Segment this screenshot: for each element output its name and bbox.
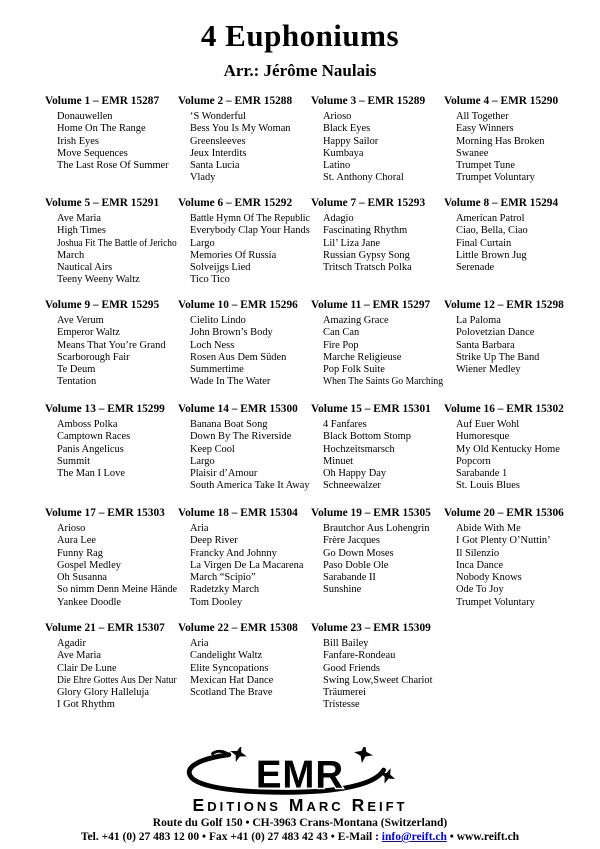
song-title: Sunshine (323, 584, 362, 596)
song-list (311, 638, 444, 712)
song-title: Everybody Clap Your Hands (190, 225, 310, 237)
volume-block (444, 402, 577, 506)
song-title: Minuet (323, 455, 354, 467)
song-list (311, 523, 444, 597)
song-title: La Virgen De La Macarena (190, 559, 304, 571)
song-list (178, 111, 311, 185)
song-title: Greensleeves (190, 135, 246, 147)
volume-block (311, 94, 444, 196)
song-title: Go Down Moses (323, 547, 394, 559)
song-title: High Times (57, 225, 106, 237)
song-list (311, 111, 444, 185)
song-list (178, 638, 311, 699)
song-title: Radetzky March (190, 584, 260, 596)
song-title: Fanfare-Rondeau (323, 650, 396, 662)
wordmark-initial: M (288, 795, 307, 815)
song-title: Summertime (190, 364, 244, 376)
song-title: Strike Up The Band (456, 351, 540, 363)
song-title: American Patrol (456, 213, 525, 224)
song-title: Irish Eyes (57, 135, 99, 147)
volume-block (45, 621, 178, 712)
song-title: The Last Rose Of Summer (57, 160, 169, 172)
song-title: Camptown Races (57, 431, 131, 443)
volume-block (444, 94, 577, 196)
song-title: Te Deum (57, 364, 96, 376)
song-list (444, 213, 577, 274)
contact-separator: • (446, 831, 457, 843)
song-title: Plaisir d’Amour (190, 468, 258, 480)
song-list (45, 419, 178, 480)
song-title: Paso Doble Ole (323, 559, 389, 571)
volume-header: Volume 10 – EMR 15296 (178, 299, 298, 311)
song-title: Home On The Range (57, 123, 146, 135)
volume-block (444, 506, 577, 621)
star-icon (352, 747, 374, 765)
song-title: Bess You Is My Woman (190, 123, 291, 135)
song-title: So nimm Denn Meine Hände (57, 584, 178, 596)
song-title: When The Saints Go Marching (323, 376, 444, 388)
song-title: Morning Has Broken (456, 135, 545, 147)
song-title: All Together (456, 111, 509, 122)
song-title: John Brown’s Body (190, 327, 273, 339)
song-title: Bill Bailey (323, 638, 369, 649)
contact-prefix: Tel. +41 (0) 27 483 12 00 • Fax +41 (0) 27 483 42 43 • E-Mail : (80, 831, 382, 843)
song-title: Mexican Hat Dance (190, 674, 274, 686)
song-title: Amazing Grace (323, 315, 389, 326)
song-title: Russian Gypsy Song (323, 249, 410, 261)
song-list (45, 638, 178, 712)
wordmark-initial: R (351, 795, 368, 815)
song-title: I Got Plenty O’Nuttin’ (456, 535, 551, 547)
song-title: Candelight Waltz (190, 650, 263, 662)
volume-block (311, 298, 444, 402)
song-title: Tritsch Tratsch Polka (323, 262, 412, 274)
song-title: Aria (190, 523, 209, 534)
song-title: Latino (323, 160, 351, 172)
volume-row (45, 621, 590, 712)
song-title: Humoresque (456, 431, 510, 443)
volume-block (311, 621, 444, 712)
song-title: Loch Ness (190, 339, 235, 351)
volume-block (178, 94, 311, 196)
volume-header: Volume 7 – EMR 15293 (311, 197, 426, 209)
volume-row (45, 94, 590, 196)
volume-header: Volume 2 – EMR 15288 (178, 95, 293, 107)
song-title: Can Can (323, 327, 360, 339)
song-title: Nautical Airs (57, 262, 113, 274)
volume-block (178, 402, 311, 506)
song-title: Little Brown Jug (456, 249, 527, 261)
song-title: Swanee (456, 147, 489, 159)
volume-header: Volume 23 – EMR 15309 (311, 622, 431, 634)
song-title: Deep River (190, 535, 238, 547)
song-title: Rosen Aus Dem Süden (190, 351, 287, 363)
volume-block (178, 506, 311, 621)
song-title: Cielito Lindo (190, 315, 246, 326)
song-title: Largo (190, 455, 215, 467)
website-text: www.reift.ch (456, 831, 520, 843)
song-title: Ave Maria (57, 213, 102, 224)
song-title: Easy Winners (456, 123, 514, 135)
song-title: ‘S Wonderful (190, 111, 246, 122)
volume-row (45, 506, 590, 621)
song-title: Francky And Johnny (190, 547, 277, 559)
volume-header: Volume 3 – EMR 15289 (311, 95, 426, 107)
song-title: Tom Dooley (190, 596, 243, 608)
song-title: Polovetzian Dance (456, 327, 535, 339)
volume-row (45, 298, 590, 402)
song-title: Santa Lucia (190, 160, 240, 172)
song-title: Abide With Me (456, 523, 521, 534)
volume-block (45, 506, 178, 621)
song-list (178, 315, 311, 389)
song-title: My Old Kentucky Home (456, 443, 560, 455)
song-title: Panis Angelicus (57, 443, 124, 455)
song-title: Auf Euer Wohl (456, 419, 520, 430)
song-title: Amboss Polka (57, 419, 118, 430)
song-title: Trumpet Voluntary (456, 172, 535, 184)
volume-row (45, 196, 590, 298)
song-title: Gospel Medley (57, 559, 121, 571)
contact-line (0, 830, 600, 844)
song-list (311, 315, 444, 389)
volume-header: Volume 11 – EMR 15297 (311, 299, 431, 311)
song-title: Brautchor Aus Lohengrin (323, 523, 430, 534)
song-title: Banana Boat Song (190, 419, 268, 430)
song-title: Tico Tico (190, 274, 230, 286)
volume-block (311, 402, 444, 506)
volume-header: Volume 20 – EMR 15306 (444, 507, 564, 519)
song-title: Popcorn (456, 455, 491, 467)
volume-header: Volume 21 – EMR 15307 (45, 622, 165, 634)
song-title: Wiener Medley (456, 364, 521, 376)
song-title: Largo (190, 237, 215, 249)
song-title: Final Curtain (456, 237, 512, 249)
volume-header: Volume 9 – EMR 15295 (45, 299, 160, 311)
song-list (444, 315, 577, 376)
page-title: 4 Euphoniums (200, 18, 400, 53)
song-title: Trumpet Tune (456, 160, 515, 172)
volume-block (444, 196, 577, 298)
song-title: Oh Susanna (57, 572, 108, 584)
song-title: Fire Pop (323, 339, 359, 351)
song-title: Memories Of Russia (190, 249, 277, 261)
volume-header: Volume 19 – EMR 15305 (311, 507, 431, 519)
song-title: Arioso (323, 111, 352, 122)
song-title: Lil’ Liza Jane (323, 237, 381, 249)
song-title: Keep Cool (190, 443, 235, 455)
song-title: Ode To Joy (456, 584, 504, 596)
song-list (45, 523, 178, 609)
song-title: Joshua Fit The Battle of Jericho (57, 237, 177, 249)
song-list (178, 213, 311, 287)
song-title: La Paloma (456, 315, 501, 326)
song-title: Aura Lee (57, 535, 97, 547)
song-title: Agadir (57, 638, 86, 649)
song-title: Kumbaya (323, 147, 364, 159)
volume-block (178, 621, 311, 712)
song-title: Black Eyes (323, 123, 371, 135)
volume-block (444, 298, 577, 402)
song-list (444, 523, 577, 609)
song-title: Fascinating Rhythm (323, 225, 408, 237)
song-title: Sarabande II (323, 572, 376, 584)
song-list (311, 213, 444, 274)
song-list (444, 111, 577, 185)
song-title: Ciao, Bella, Ciao (456, 225, 528, 237)
song-list (45, 213, 178, 287)
song-title: I Got Rhythm (57, 699, 115, 711)
song-title: Hochzeitsmarsch (323, 443, 395, 455)
volume-header: Volume 15 – EMR 15301 (311, 403, 431, 415)
volume-block (311, 196, 444, 298)
volume-header: Volume 6 – EMR 15292 (178, 197, 293, 209)
song-title: Oh Happy Day (323, 468, 387, 480)
volume-block (178, 196, 311, 298)
song-title: Wade In The Water (190, 376, 271, 388)
song-title: Die Ehre Gottes Aus Der Natur (57, 674, 177, 686)
volume-header: Volume 14 – EMR 15300 (178, 403, 298, 415)
song-title: Glory Glory Halleluja (57, 687, 149, 699)
song-list (178, 419, 311, 493)
song-title: Scotland The Brave (190, 687, 273, 699)
editions-marc-reift-wordmark: EDITIONS MARC REIFT (192, 795, 408, 815)
volume-header: Volume 8 – EMR 15294 (444, 197, 559, 209)
song-title: Elite Syncopations (190, 662, 269, 674)
song-title: Vlady (190, 172, 216, 184)
song-title: Teeny Weeny Waltz (57, 274, 140, 286)
song-list (311, 419, 444, 493)
song-title: Tristesse (323, 699, 360, 711)
song-title: Clair De Lune (57, 662, 117, 674)
song-title: St. Anthony Choral (323, 172, 404, 184)
volume-block (45, 402, 178, 506)
song-title: Sarabande 1 (456, 468, 508, 480)
song-title: Happy Sailor (323, 135, 379, 147)
song-title: Scarborough Fair (57, 351, 130, 363)
emr-logo (184, 747, 416, 797)
volume-header: Volume 4 – EMR 15290 (444, 95, 559, 107)
song-title: South America Take It Away (190, 480, 310, 492)
volume-block (45, 94, 178, 196)
song-title: Ave Maria (57, 650, 102, 662)
song-title: Santa Barbara (456, 339, 515, 351)
song-title: 4 Fanfares (323, 419, 367, 430)
page-footer (0, 747, 600, 844)
song-list (444, 419, 577, 493)
song-title: Funny Rag (57, 547, 104, 559)
song-title: March (57, 249, 85, 261)
song-title: Schneewalzer (323, 480, 381, 492)
song-title: Swing Low,Sweet Chariot (323, 674, 433, 686)
song-title: Arioso (57, 523, 86, 534)
song-title: Ave Verum (57, 315, 104, 326)
song-title: Serenade (456, 262, 495, 274)
song-list (178, 523, 311, 609)
volume-row (45, 402, 590, 506)
wordmark-initial: E (192, 795, 208, 815)
volume-header: Volume 5 – EMR 15291 (45, 197, 160, 209)
song-title: Donauwellen (57, 111, 113, 122)
song-title: Battle Hymn Of The Republic (190, 213, 310, 224)
song-title: Il Silenzio (456, 547, 500, 559)
song-title: Black Bottom Stomp (323, 431, 411, 443)
volume-header: Volume 12 – EMR 15298 (444, 299, 564, 311)
volume-block (45, 298, 178, 402)
emr-logo-text: EMR (255, 753, 345, 797)
volume-block (311, 506, 444, 621)
song-title: St. Louis Blues (456, 480, 520, 492)
song-list (45, 111, 178, 172)
volume-header: Volume 13 – EMR 15299 (45, 403, 165, 415)
volume-header: Volume 18 – EMR 15304 (178, 507, 298, 519)
song-title: Yankee Doodle (57, 596, 122, 608)
song-title: Trumpet Voluntary (456, 596, 535, 608)
song-title: Move Sequences (57, 147, 128, 159)
volume-block (45, 196, 178, 298)
song-title: The Man I Love (57, 468, 125, 480)
song-title: Nobody Knows (456, 572, 522, 584)
song-list (45, 315, 178, 389)
song-title: Solveijgs Lied (190, 262, 251, 274)
song-title: Summit (57, 455, 90, 467)
song-title: Adagio (323, 213, 354, 224)
song-title: Träumerei (323, 687, 367, 699)
song-title: Jeux Interdits (190, 147, 247, 159)
arranger-subtitle: Arr.: Jérôme Naulais (223, 61, 377, 80)
song-title: Down By The Riverside (190, 431, 292, 443)
song-title: Inca Dance (456, 559, 504, 571)
song-title: Tentation (57, 376, 97, 388)
volume-block (178, 298, 311, 402)
song-title: Means That You’re Grand (57, 339, 166, 351)
song-title: Pop Folk Suite (323, 364, 385, 376)
song-title: Good Friends (323, 662, 380, 674)
volume-header: Volume 16 – EMR 15302 (444, 403, 564, 415)
song-title: Frère Jacques (323, 535, 380, 547)
volume-header: Volume 17 – EMR 15303 (45, 507, 165, 519)
song-title: March “Scipio” (190, 572, 256, 584)
song-title: Emperor Waltz (57, 327, 120, 339)
volume-header: Volume 22 – EMR 15308 (178, 622, 298, 634)
email-link[interactable]: info@reift.ch (381, 831, 447, 843)
volume-catalog (45, 94, 590, 712)
address-line: Route du Golf 150 • CH-3963 Crans-Montana (Switzerland) (152, 817, 448, 829)
song-title: Aria (190, 638, 209, 649)
song-title: Marche Religieuse (323, 351, 402, 363)
volume-header: Volume 1 – EMR 15287 (45, 95, 160, 107)
